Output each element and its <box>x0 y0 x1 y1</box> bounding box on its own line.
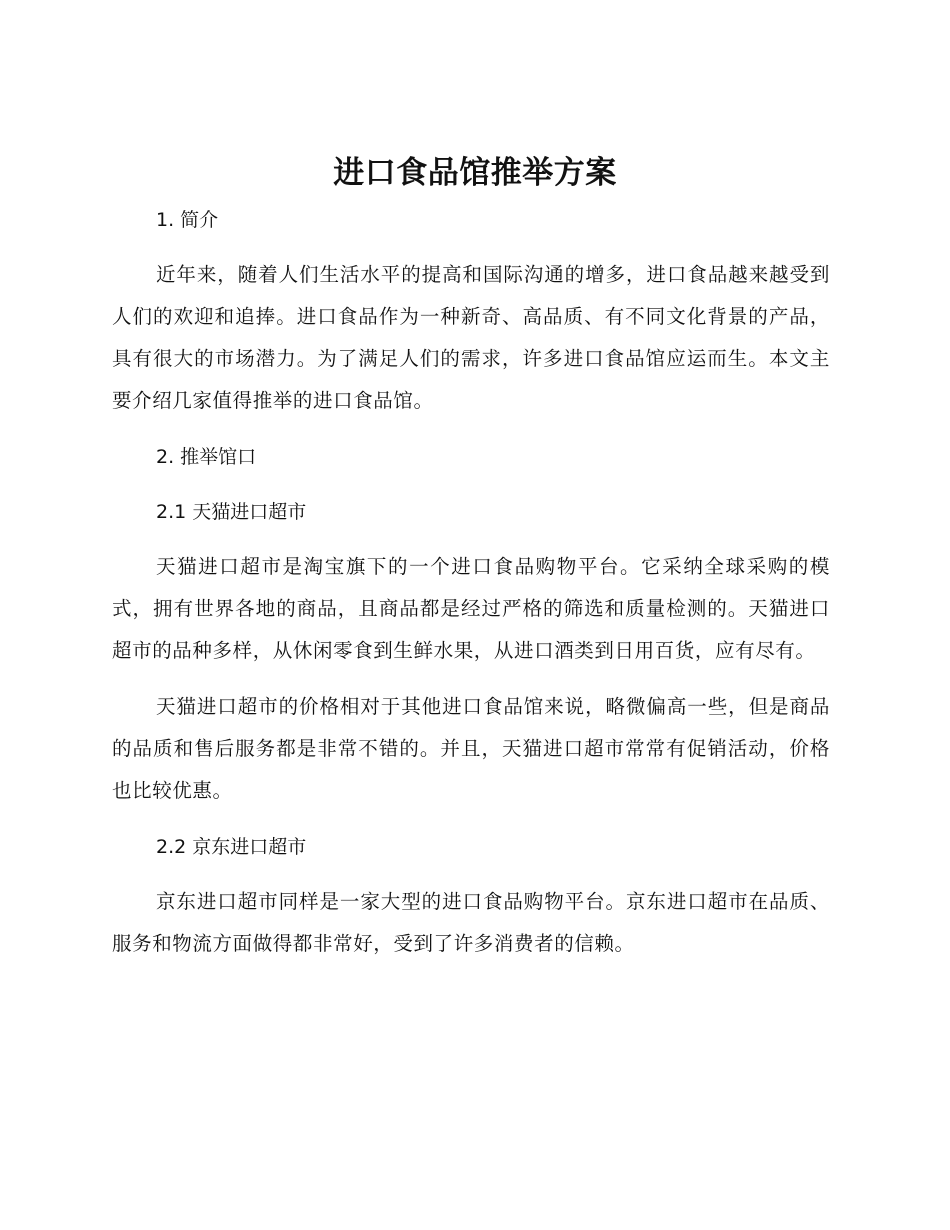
section-heading-jd: 2.2 京东进口超市 <box>156 836 307 858</box>
document-title: 进口食品馆推举方案 <box>333 155 617 191</box>
document-body <box>112 200 830 965</box>
section-heading-intro: 1. 简介 <box>156 209 219 231</box>
section-heading-recommend: 2. 推举馆口 <box>156 446 257 468</box>
jd-paragraph-1: 京东进口超市同样是一家大型的进口食品购物平台。京东进口超市在品质、服务和物流方面做得都非常好，受到了许多消费者的信赖。 <box>112 890 830 955</box>
tmall-paragraph-1: 天猫进口超市是淘宝旗下的一个进口食品购物平台。它采纳全球采购的模式，拥有世界各地的商品，且商品都是经过严格的筛选和质量检测的。天猫进口超市的品种多样，从休闲零食到生鲜水果，从进口酒类到日用百货，应有尽有。 <box>112 555 830 662</box>
intro-paragraph: 近年来，随着人们生活水平的提高和国际沟通的增多，进口食品越来越受到人们的欢迎和追捧。进口食品作为一种新奇、高品质、有不同文化背景的产品，具有很大的市场潜力。为了满足人们的需求，许多进口食品馆应运而生。本文主要介绍几家值得推举的进口食品馆。 <box>112 263 830 412</box>
tmall-paragraph-2: 天猫进口超市的价格相对于其他进口食品馆来说，略微偏高一些，但是商品的品质和售后服务都是非常不错的。并且，天猫进口超市常常有促销活动，价格也比较优惠。 <box>112 695 830 802</box>
section-heading-tmall: 2.1 天猫进口超市 <box>156 501 307 523</box>
